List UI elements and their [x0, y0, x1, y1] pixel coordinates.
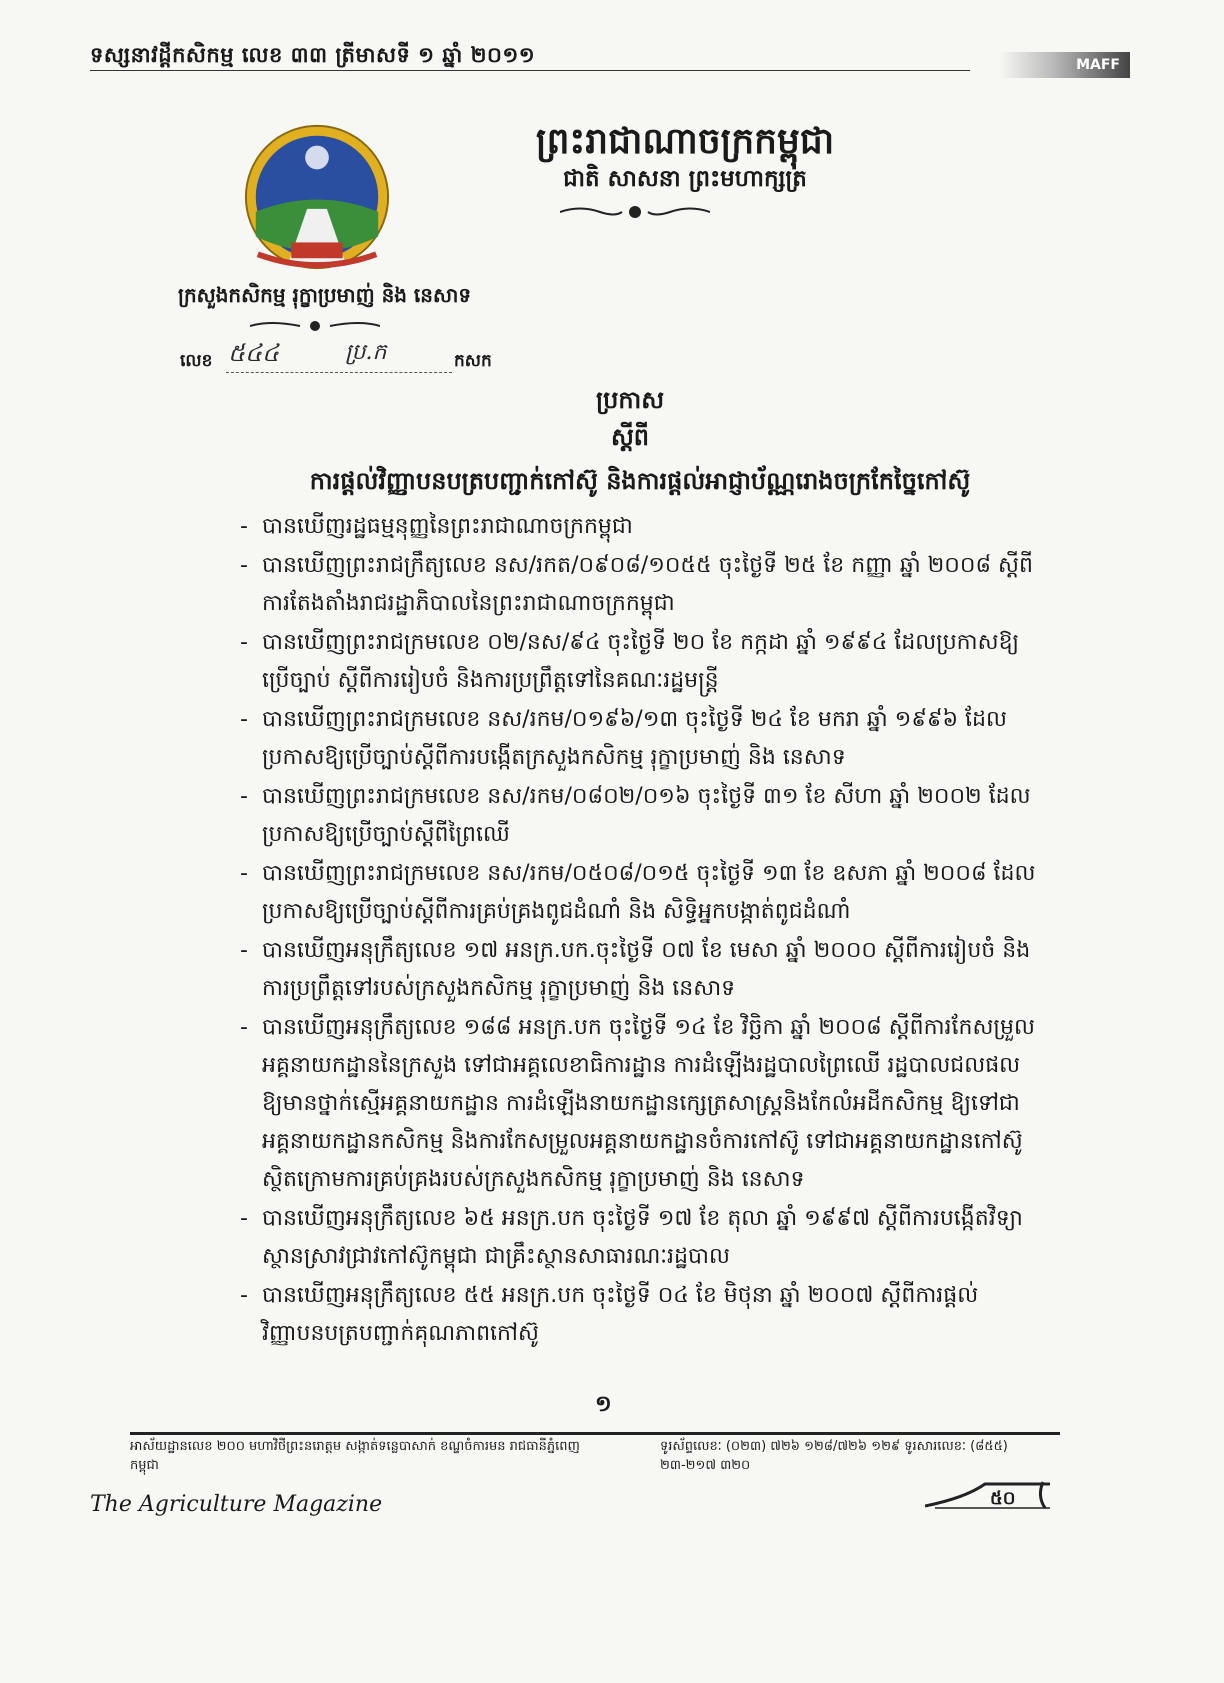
magazine-page-number: ៥០: [990, 1488, 1016, 1509]
document-subject: ការផ្ដល់វិញ្ញាបនបត្របញ្ជាក់កៅស៊ូ និងការផ្ដល់អាជ្ញាប័ណ្ណរោងចក្រកែច្នៃកៅស៊ូ: [309, 467, 971, 495]
document-type: ប្រកាស: [595, 386, 665, 414]
ministry-emblem-icon: [238, 118, 396, 276]
footer-address: អាស័យដ្ឋានលេខ ២០០ មហាវិថីព្រះនរោត្តម សង្កាត់ទន្លេបាសាក់ ខណ្ឌចំការមន រាជធានីភ្នំពេញ កម្ពុជា: [130, 1439, 580, 1473]
reference-code: ប្រ.ក: [345, 340, 387, 365]
preamble-item: - បានឃើញព្រះរាជក្រមលេខ ០២/នស/៩៤ ចុះថ្ងៃទី ២០ ខែ កក្កដា ឆ្នាំ ១៩៩៤ ដែលប្រកាសឱ្យប្រើច្បាប់ ស្ដីពីការរៀបចំ និងការប្រព្រឹត្តទៅនៃគណៈរដ្ឋមន្ត្រី: [240, 624, 1040, 700]
ministry-name: ក្រសួងកសិកម្ម រុក្ខាប្រមាញ់ និង នេសាទ: [178, 283, 472, 307]
header-rule: [90, 70, 970, 71]
footer-rule: [130, 1432, 1060, 1435]
preamble-item: - បានឃើញអនុក្រឹត្យលេខ ១៨៨ អនក្រ.បក ចុះថ្ងៃទី ១៤ ខែ វិច្ឆិកា ឆ្នាំ ២០០៨ ស្ដីពីការកែសម្រួលអគ្គនាយកដ្ឋាននៃក្រសួង ទៅជាអគ្គលេខាធិការដ្ឋាន ការដំឡើងរដ្ឋបាលព្រៃឈើ រដ្ឋបាលជលផល ឱ្យមានថ្នាក់ស្មើអគ្គនាយកដ្ឋាន ការដំឡើងនាយកដ្ឋានក្សេត្រសាស្ត្រនិងកែលំអដីកសិកម្ម ឱ្យទៅជាអគ្គនាយកដ្ឋានកសិកម្ម និងការកែសម្រួលអគ្គនាយកដ្ឋានចំការកៅស៊ូ ទៅជាអគ្គនាយកដ្ឋានកៅស៊ូ ស្ថិតក្រោមការគ្រប់គ្រងរបស់ក្រសួងកសិកម្ម រុក្ខាប្រមាញ់ និង នេសាទ: [240, 1009, 1040, 1199]
preamble-item: - បានឃើញព្រះរាជក្រមលេខ នស/រកម/០៨០២/០១៦ ចុះថ្ងៃទី ៣១ ខែ សីហា ឆ្នាំ ២០០២ ដែលប្រកាសឱ្យប្រើច្បាប់ស្ដីពីព្រៃឈើ: [240, 778, 1040, 854]
preamble-item: - បានឃើញអនុក្រឹត្យលេខ ១៧ អនក្រ.បក.ចុះថ្ងៃទី ០៧ ខែ មេសា ឆ្នាំ ២០០០ ស្ដីពីការរៀបចំ និង ការប្រព្រឹត្តទៅរបស់ក្រសួងកសិកម្ម រុក្ខាប្រមាញ់ និង នេសាទ: [240, 932, 1040, 1008]
preamble-item: - បានឃើញព្រះរាជក្រមលេខ នស/រកម/០១៩៦/១៣ ចុះថ្ងៃទី ២៤ ខែ មករា ឆ្នាំ ១៩៩៦ ដែលប្រកាសឱ្យប្រើច្បាប់ស្ដីពីការបង្កើតក្រសួងកសិកម្ម រុក្ខាប្រមាញ់ និង នេសាទ: [240, 701, 1040, 777]
reference-number: ៥៤៤: [228, 339, 279, 367]
footer-contact: ទូរស័ព្ទលេខៈ (០២៣) ៧២៦ ១២៨/៧២៦ ១២៩ ទូរសារលេខៈ (៨៥៥) ២៣-២១៧ ៣២០: [660, 1439, 1008, 1473]
kingdom-title: ព្រះរាជាណាចក្រកម្ពុជា: [535, 120, 835, 162]
reference-underline: [226, 372, 452, 373]
reference-label: លេខ: [180, 351, 213, 371]
small-ornament-icon: [250, 318, 380, 334]
maff-tag: MAFF: [1000, 52, 1130, 78]
preamble-item: - បានឃើញព្រះរាជក្រមលេខ នស/រកម/០៥០៨/០១៥ ចុះថ្ងៃទី ១៣ ខែ ឧសភា ឆ្នាំ ២០០៨ ដែលប្រកាសឱ្យប្រើច្បាប់ស្ដីពីការគ្រប់គ្រងពូជដំណាំ និង សិទ្ធិអ្នកបង្កាត់ពូជដំណាំ: [240, 855, 1040, 931]
magazine-name: The Agriculture Magazine: [90, 1492, 383, 1517]
reference-suffix: កសក: [454, 351, 492, 371]
document-about: ស្ដីពី: [610, 423, 650, 451]
preamble-item: - បានឃើញព្រះរាជក្រឹត្យលេខ នស/រកត/០៩០៨/១០៥៥ ចុះថ្ងៃទី ២៥ ខែ កញ្ញា ឆ្នាំ ២០០៨ ស្ដីពីការតែងតាំងរាជរដ្ឋាភិបាលនៃព្រះរាជាណាចក្រកម្ពុជា: [240, 547, 1040, 623]
page-number: ១: [595, 1392, 612, 1417]
ornament-divider-icon: [560, 203, 710, 221]
preamble-item: - បានឃើញរដ្ឋធម្មនុញ្ញនៃព្រះរាជាណាចក្រកម្ពុជា: [240, 508, 1040, 546]
preamble-item: - បានឃើញអនុក្រឹត្យលេខ ៦៥ អនក្រ.បក ចុះថ្ងៃទី ១៧ ខែ តុលា ឆ្នាំ ១៩៩៧ ស្ដីពីការបង្កើតវិទ្យាស្ថានស្រាវជ្រាវកៅស៊ូកម្ពុជា ជាគ្រឹះស្ថានសាធារណៈរដ្ឋបាល: [240, 1200, 1040, 1276]
magazine-header: ទស្សនាវដ្ដីកសិកម្ម លេខ ៣៣ ត្រីមាសទី ១ ឆ្នាំ ២០១១: [90, 43, 536, 67]
preamble-list: [240, 508, 1040, 1354]
national-motto: ជាតិ សាសនា ព្រះមហាក្សត្រ: [563, 166, 807, 192]
preamble-item: - បានឃើញអនុក្រឹត្យលេខ ៥៥ អនក្រ.បក ចុះថ្ងៃទី ០៤ ខែ មិថុនា ឆ្នាំ ២០០៧ ស្ដីពីការផ្ដល់វិញ្ញាបនបត្របញ្ជាក់គុណភាពកៅស៊ូ: [240, 1277, 1040, 1353]
